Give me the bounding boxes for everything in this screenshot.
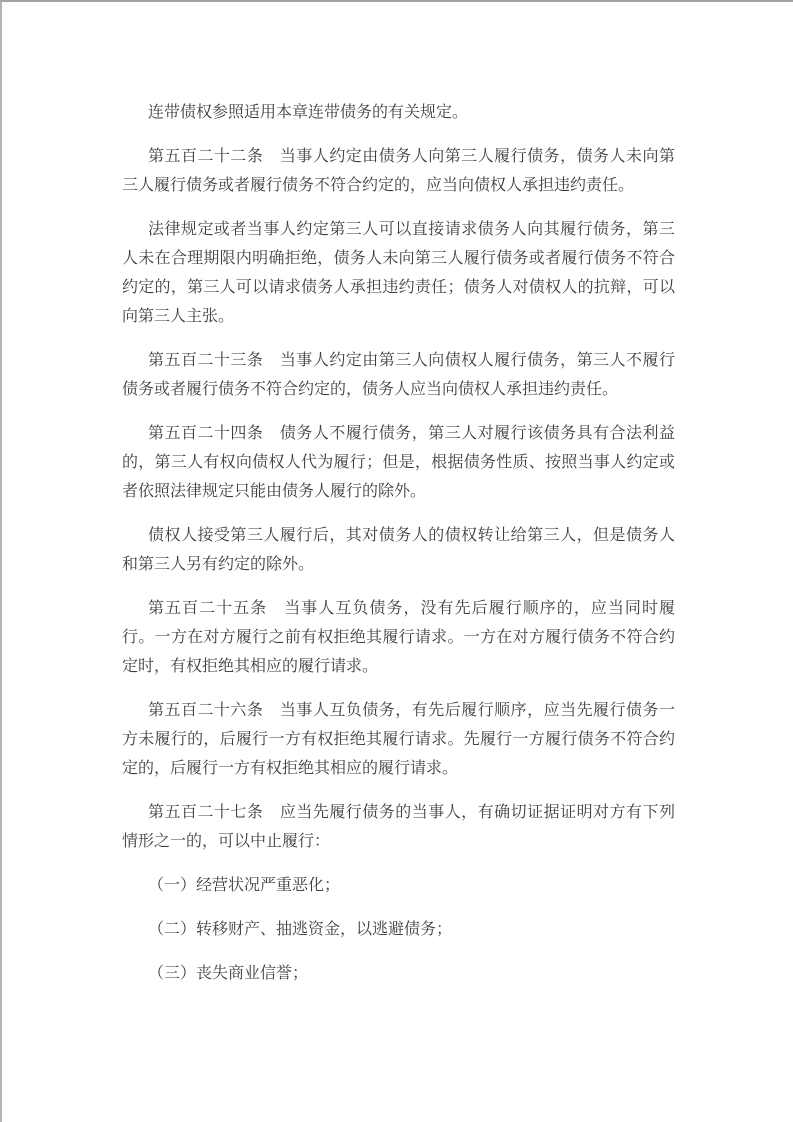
article-522-paragraph-2: 法律规定或者当事人约定第三人可以直接请求债务人向其履行债务，第三人未在合理期限内明确拒绝，债务人未向第三人履行债务或者履行债务不符合约定的，第三人可以请求债务人承担违约责任；债务人对债权人的抗辩，可以向第三人主张。 [122, 221, 675, 325]
article-525-paragraph: 第五百二十五条 当事人互负债务，没有先后履行顺序的，应当同时履行。一方在对方履行之前有权拒绝其履行请求。一方在对方履行债务不符合约定时，有权拒绝其相应的履行请求。 [122, 600, 675, 675]
article-524-paragraph-1: 第五百二十四条 债务人不履行债务，第三人对履行该债务具有合法利益的，第三人有权向债权人代为履行；但是，根据债务性质、按照当事人约定或者依照法律规定只能由债务人履行的除外。 [122, 425, 675, 500]
article-527-item-1: （一）经营状况严重恶化； [148, 877, 341, 894]
article-527-item-2: （二）转移财产、抽逃资金，以逃避债务； [148, 921, 453, 938]
article-526-paragraph: 第五百二十六条 当事人互负债务，有先后履行顺序，应当先履行债务一方未履行的，后履行一方有权拒绝其履行请求。先履行一方履行债务不符合约定的，后履行一方有权拒绝其相应的履行请求。 [122, 702, 675, 777]
paragraph-solidary-claims: 连带债权参照适用本章连带债务的有关规定。 [148, 104, 469, 121]
article-527-paragraph: 第五百二十七条 应当先履行债务的当事人，有确切证据证明对方有下列情形之一的，可以中止履行： [122, 804, 675, 850]
article-524-paragraph-2: 债权人接受第三人履行后，其对债务人的债权转让给第三人，但是债务人和第三人另有约定的除外。 [122, 527, 675, 573]
article-523-paragraph: 第五百二十三条 当事人约定由第三人向债权人履行债务，第三人不履行债务或者履行债务不符合约定的，债务人应当向债权人承担违约责任。 [122, 352, 675, 398]
article-522-paragraph-1: 第五百二十二条 当事人约定由债务人向第三人履行债务，债务人未向第三人履行债务或者履行债务不符合约定的，应当向债权人承担违约责任。 [122, 148, 675, 194]
article-527-item-3: （三）丧失商业信誉； [148, 965, 309, 982]
document-body [122, 98, 675, 988]
